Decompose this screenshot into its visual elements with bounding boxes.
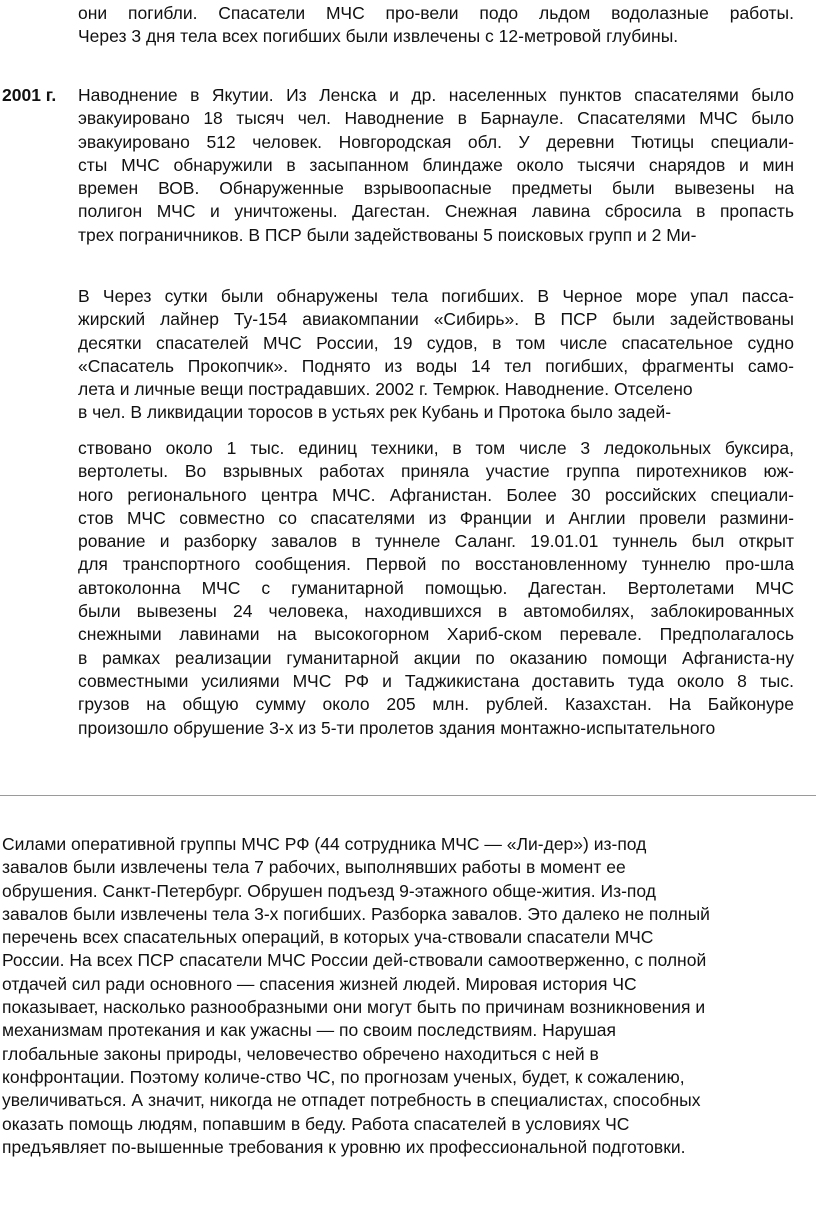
text-line: предъявляет по-вышенные требования к уровню их профессиональной подготовки. xyxy=(2,1136,686,1157)
text-line: глобальные законы природы, человечество обречено находиться с ней в xyxy=(2,1043,599,1064)
text-line: в рамках реализации гуманитарной акции по оказанию помощи Афганиста-ну xyxy=(78,647,794,668)
text-line: России. На всех ПСР спасатели МЧС России дей-ствовали самоотверженно, с полной xyxy=(2,950,707,971)
text-line: завалов были извлечены тела 3-х погибших. Разборка завалов. Это далеко не полный xyxy=(2,903,710,924)
text-line: Силами оперативной группы МЧС РФ (44 сотрудника МЧС — «Ли-дер») из-под xyxy=(2,834,647,854)
text-line: грузов на общую сумму около 205 млн. рублей. Казахстан. На Байконуре xyxy=(78,694,794,715)
text-line: стов МЧС совместно со спасателями из Франции и Англии провели размини- xyxy=(78,507,794,528)
text-line: увеличиваться. А значит, никогда не отпадет потребность в специалистах, способных xyxy=(2,1090,701,1111)
text-line: жирский лайнер Ту-154 авиакомпании «Сибирь». В ПСР были задействованы xyxy=(78,309,794,330)
paragraph-conclusion xyxy=(2,833,788,1159)
text-line: снежными лавинами на высокогорном Хариб-ском перевале. Предполагалось xyxy=(78,624,794,645)
text-line: лета и личные вещи пострадавших. 2002 г. Темрюк. Наводнение. Отселено xyxy=(78,379,693,400)
paragraph-2001 xyxy=(2,84,794,247)
text-line: были вывезены 24 человека, находившихся в автомобилях, заблокированных xyxy=(78,601,794,622)
text-line: ного регионального центра МЧС. Афганистан. Более 30 российских специали- xyxy=(78,484,794,505)
text-line: Наводнение в Якутии. Из Ленска и др. населенных пунктов спасателями было xyxy=(78,85,794,105)
text-line: В Через сутки были обнаружены тела погибших. В Черное море упал пасса- xyxy=(78,286,794,306)
text-line: «Спасатель Прокопчик». Поднято из воды 14 тел погибших, фрагменты само- xyxy=(78,355,794,376)
text-line: завалов были извлечены тела 7 рабочих, выполнявших работы в момент ее xyxy=(2,857,626,878)
text-line: Через 3 дня тела всех погибших были извлечены с 12-метровой глубины. xyxy=(78,26,679,47)
paragraph-crash xyxy=(78,285,794,425)
year-heading: 2001 г. xyxy=(2,85,57,105)
text-line: трех пограничников. В ПСР были задействованы 5 поисковых групп и 2 Ми- xyxy=(78,224,697,245)
text-line: эвакуировано 512 человек. Новгородская обл. У деревни Тютицы специали- xyxy=(78,131,794,152)
text-line: полигон МЧС и уничтожены. Дагестан. Снежная лавина сбросила в пропасть xyxy=(78,201,794,222)
text-line: сты МЧС обнаружили в засыпанном блиндаже около тысячи снарядов и мин xyxy=(78,154,794,175)
text-line: произошло обрушение 3-х из 5-ти пролетов здания монтажно-испытательного xyxy=(78,717,716,738)
text-line: конфронтации. Поэтому количе-ство ЧС, по прогнозам ученых, будет, к сожалению, xyxy=(2,1066,685,1087)
text-line: в чел. В ликвидации торосов в устьях рек Кубань и Протока было задей- xyxy=(78,402,672,423)
text-line: автоколонна МЧС с гуманитарной помощью. Дагестан. Вертолетами МЧС xyxy=(78,577,794,598)
text-line: отдачей сил ради основного — спасения жизней людей. Мировая история ЧС xyxy=(2,973,637,994)
paragraph-operations xyxy=(78,437,794,740)
text-line: для транспортного сообщения. Первой по восстановленному туннелю про-шла xyxy=(78,554,794,575)
paragraph-intro xyxy=(78,2,794,49)
text-line: времен ВОВ. Обнаруженные взрывоопасные предметы были вывезены на xyxy=(78,178,794,199)
text-line: механизмам протекания и как ужасны — по своим последствиям. Нарушая xyxy=(2,1020,617,1041)
text-line: совместными усилиями МЧС РФ и Таджикистана доставить туда около 8 тыс. xyxy=(78,670,794,691)
text-line: оказать помощь людям, попавшим в беду. Работа спасателей в условиях ЧС xyxy=(2,1113,630,1134)
text-line: показывает, насколько разнообразными они могут быть по причинам возникновения и xyxy=(2,997,706,1018)
text-line: ствовано около 1 тыс. единиц техники, в том числе 3 ледокольных буксира, xyxy=(78,438,794,458)
text-line: вертолеты. Во взрывных работах приняла участие группа пиротехников юж- xyxy=(78,461,794,482)
text-line: перечень всех спасательных операций, в которых уча-ствовали спасатели МЧС xyxy=(2,927,654,948)
page-divider xyxy=(0,795,816,796)
text-line: рование и разборку завалов в туннеле Саланг. 19.01.01 туннель был открыт xyxy=(78,531,794,552)
text-line: они погибли. Спасатели МЧС про-вели подо льдом водолазные работы. xyxy=(78,3,794,23)
text-line: обрушения. Санкт-Петербург. Обрушен подъезд 9-этажного обще-жития. Из-под xyxy=(2,880,656,901)
text-line: десятки спасателей МЧС России, 19 судов, в том числе спасательное судно xyxy=(78,332,794,353)
text-line: эвакуировано 18 тысяч чел. Наводнение в Барнауле. Спасателями МЧС было xyxy=(78,108,794,129)
